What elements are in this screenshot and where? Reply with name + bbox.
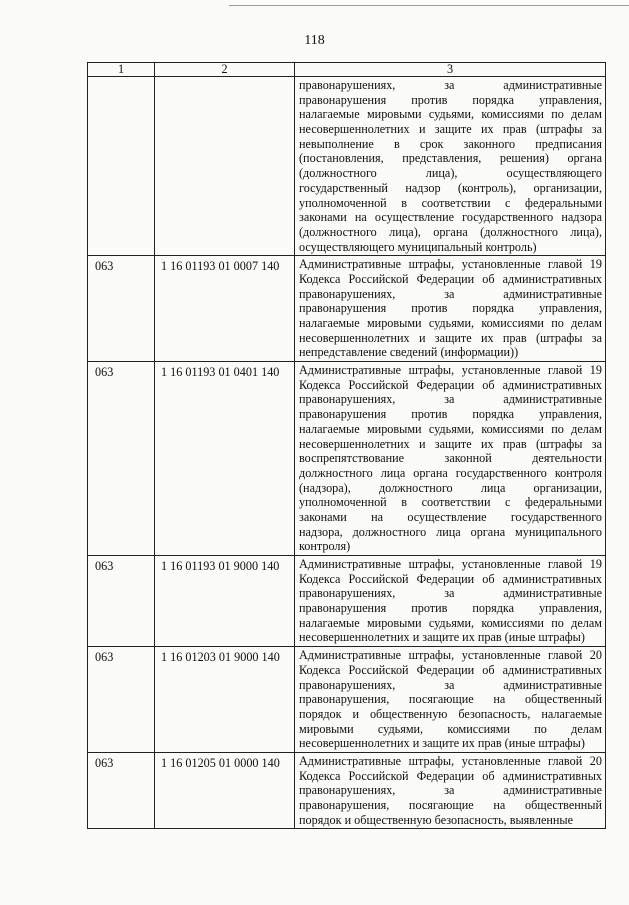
description-line: (должностного лица), органа (должностного лица), [299, 224, 602, 239]
budget-classification-code-cell: 1 16 01193 01 0401 140 [155, 362, 295, 556]
header-col-3: 3 [295, 63, 606, 77]
admin-code-cell: 063 [88, 752, 155, 828]
description-line: несовершеннолетних и защите их прав (штрафы за [299, 330, 602, 345]
description-line: невыполнение в срок законного предписания [299, 136, 602, 151]
description-line: Кодекса Российской Федерации об административных [299, 571, 602, 586]
admin-code-cell: 063 [88, 256, 155, 362]
description-line: правонарушениях, за административные [299, 392, 602, 407]
description-line: налагаемые мировыми судьями, комиссиями по делам [299, 107, 602, 122]
admin-code-cell: 063 [88, 362, 155, 556]
description-line: уполномоченной в соответствии с федеральными [299, 495, 602, 510]
description-line: Административные штрафы, установленные главой 19 [299, 557, 602, 571]
budget-classification-code-cell: 1 16 01205 01 0000 140 [155, 752, 295, 828]
description-line: воспрепятствование законной деятельности [299, 451, 602, 466]
description-line: правонарушения, посягающие на общественный [299, 798, 602, 812]
description-line: законами на осуществление государственного надзора [299, 210, 602, 225]
description-line: непредставление сведений (информации)) [299, 345, 519, 360]
table-row [88, 752, 606, 828]
budget-classification-code-cell [155, 77, 295, 256]
description-line: несовершеннолетних и защите их прав (штрафы за [299, 436, 602, 451]
description-line: несовершеннолетних и защите их прав (иные штрафы) [299, 736, 585, 751]
description-line: Кодекса Российской Федерации об административных [299, 768, 602, 783]
description-line: контроля) [299, 539, 351, 554]
description-line: должностного лица органа государственного контроля [299, 465, 602, 480]
table-body [88, 77, 606, 829]
description-line: несовершеннолетних и защите их прав (штрафы за [299, 122, 602, 137]
revenue-description-cell [295, 256, 606, 362]
header-row [88, 63, 606, 77]
description-line: правонарушения против порядка управления, [299, 301, 602, 316]
revenue-description-cell [295, 556, 606, 647]
description-line: (должностного лица), осуществляющего [299, 166, 602, 181]
table-row [88, 256, 606, 362]
admin-code-cell: 063 [88, 647, 155, 753]
description-line: порядок и общественную безопасность, налагаемые [299, 706, 602, 721]
description-line: надзора, должностного лица органа муниципального [299, 524, 602, 539]
table-row [88, 77, 606, 256]
description-line: налагаемые мировыми судьями, комиссиями по делам [299, 615, 602, 630]
top-rule [229, 5, 629, 6]
budget-classification-code-cell: 1 16 01193 01 9000 140 [155, 556, 295, 647]
description-line: Административные штрафы, установленные главой 19 [299, 363, 602, 378]
description-line: порядок и общественную безопасность, выявленные [299, 812, 574, 827]
description-line: правонарушениях, за административные [299, 78, 602, 92]
description-line: государственный надзор (контроль), организации, [299, 180, 602, 195]
description-line: несовершеннолетних и защите их прав (иные штрафы) [299, 630, 585, 645]
description-line: правонарушения против порядка управления, [299, 92, 602, 107]
revenue-description-cell [295, 77, 606, 256]
table-row [88, 647, 606, 753]
description-line: законами на осуществление государственного [299, 509, 602, 524]
description-line: Кодекса Российской Федерации об административных [299, 662, 602, 677]
revenue-description-cell [295, 647, 606, 753]
description-line: (надзора), должностного лица организации, [299, 480, 602, 495]
budget-classification-code-cell: 1 16 01203 01 9000 140 [155, 647, 295, 753]
admin-code-cell: 063 [88, 556, 155, 647]
description-line: правонарушения, посягающие на общественный [299, 692, 602, 707]
header-col-1: 1 [88, 63, 155, 77]
description-line: уполномоченной в соответствии с федеральными [299, 195, 602, 210]
description-line: правонарушениях, за административные [299, 677, 602, 692]
description-line: осуществляющего муниципальный контроль) [299, 239, 537, 254]
budget-classification-code-cell: 1 16 01193 01 0007 140 [155, 256, 295, 362]
description-line: налагаемые мировыми судьями, комиссиями по делам [299, 421, 602, 436]
description-line: правонарушения против порядка управления, [299, 601, 602, 616]
header-col-2: 2 [155, 63, 295, 77]
budget-code-table [87, 62, 606, 829]
revenue-description-cell [295, 752, 606, 828]
description-line: Административные штрафы, установленные главой 20 [299, 648, 602, 663]
revenue-description-cell [295, 362, 606, 556]
description-line: Кодекса Российской Федерации об административных [299, 271, 602, 286]
table-row [88, 556, 606, 647]
description-line: Административные штрафы, установленные главой 19 [299, 257, 602, 272]
description-line: правонарушениях, за административные [299, 586, 602, 601]
description-line: мировыми судьями, комиссиями по делам [299, 721, 602, 736]
description-line: Кодекса Российской Федерации об административных [299, 377, 602, 392]
table-row [88, 362, 606, 556]
description-line: правонарушениях, за административные [299, 783, 602, 798]
description-line: правонарушениях, за административные [299, 286, 602, 301]
admin-code-cell [88, 77, 155, 256]
description-line: налагаемые мировыми судьями, комиссиями по делам [299, 316, 602, 330]
page-number: 118 [304, 33, 325, 48]
description-line: правонарушения против порядка управления, [299, 407, 602, 422]
description-line: Административные штрафы, установленные главой 20 [299, 753, 602, 768]
description-line: (постановления, представления, решения) органа [299, 151, 602, 166]
